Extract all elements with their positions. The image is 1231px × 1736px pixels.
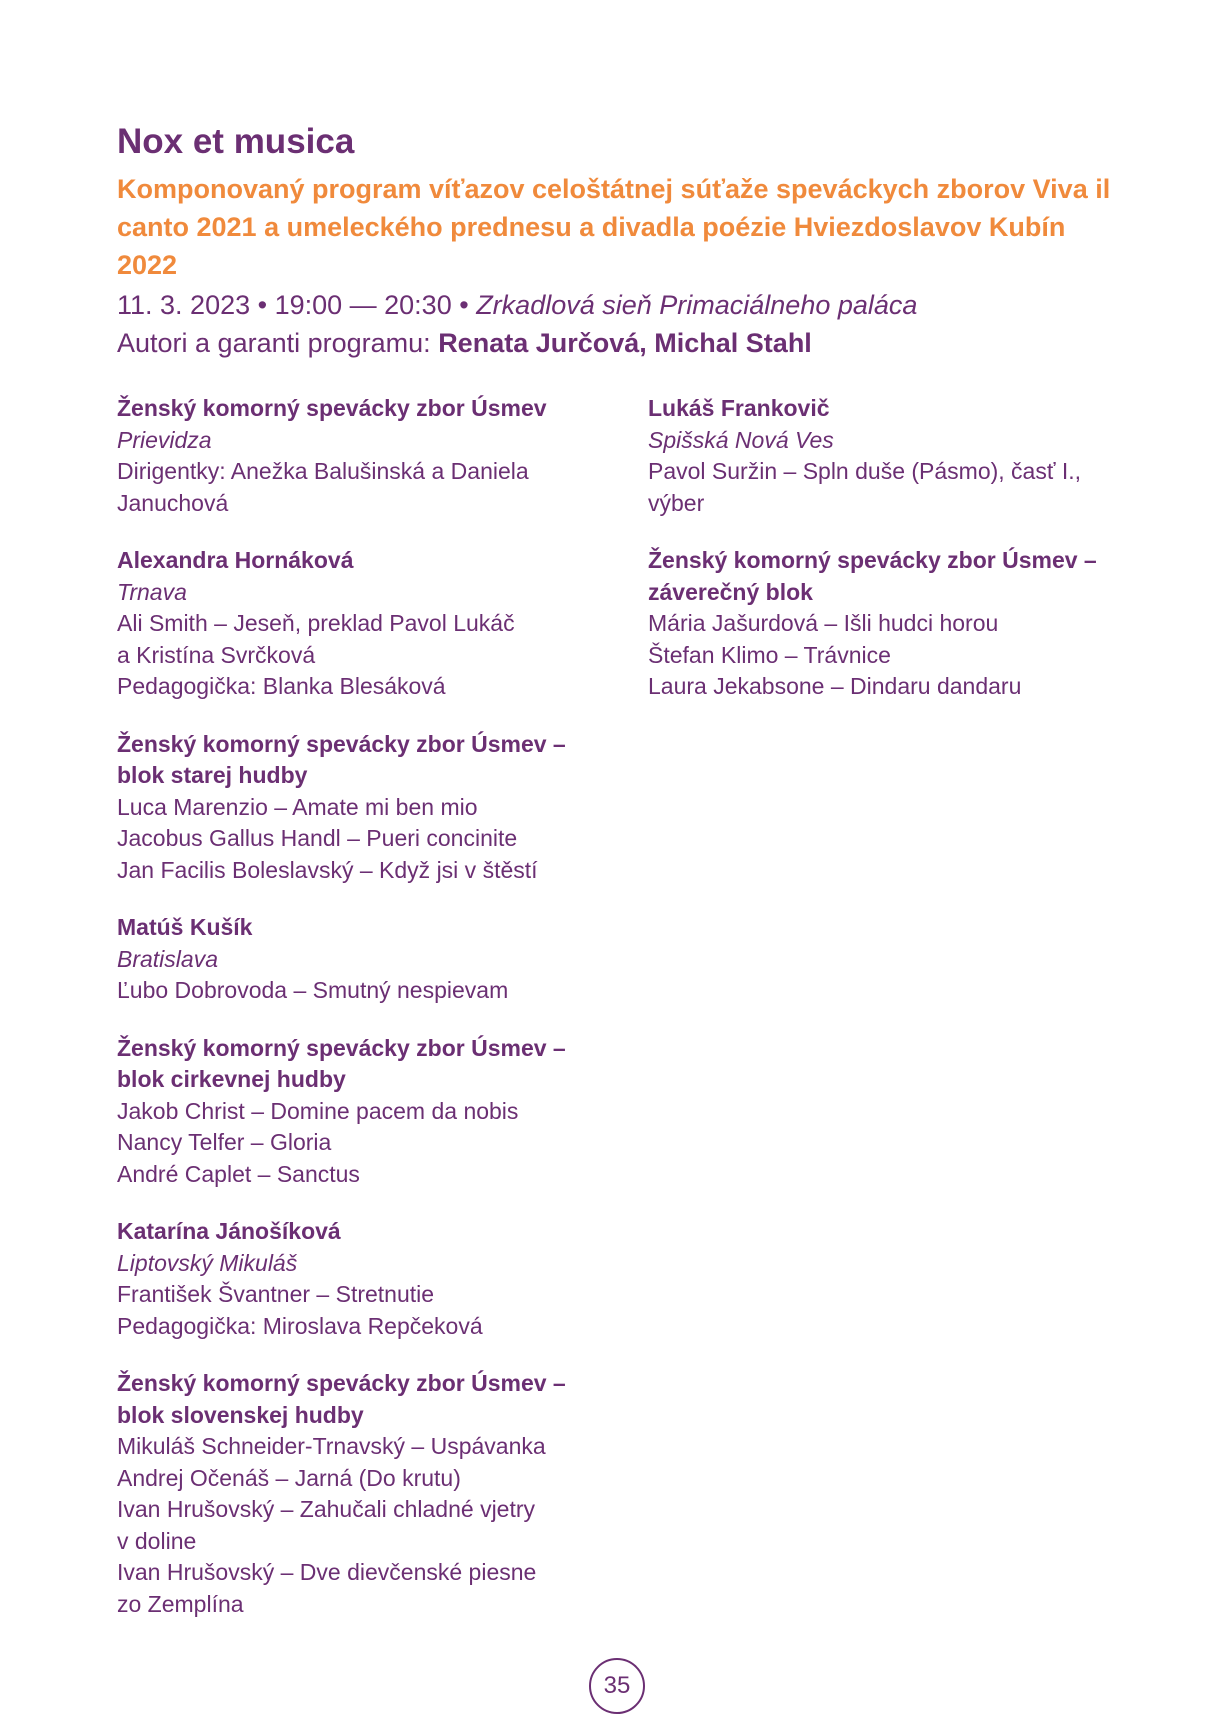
block-line: Luca Marenzio – Amate mi ben mio [117,793,478,820]
block-line: Andrej Očenáš – Jarná (Do krutu) [117,1464,461,1491]
program-block [117,912,617,1007]
program-block [117,1033,617,1191]
block-line: Januchová [117,489,229,516]
block-heading: Katarína Jánošíková [117,1218,341,1244]
block-line: výber [648,489,705,516]
page-number: 35 [589,1658,645,1714]
block-place: Bratislava [117,945,218,972]
block-heading: Matúš Kušík [117,914,253,940]
block-line: Mikuláš Schneider-Trnavský – Uspávanka [117,1433,546,1459]
block-place: Spišská Nová Ves [648,426,834,453]
block-line: Ivan Hrušovský – Zahučali chladné vjetry [117,1496,536,1522]
program-block [117,729,617,887]
page-subtitle: Komponovaný program víťazov celoštátnej súťaže speváckych zborov Viva il canto 2021 a umeleckého prednesu a divadla poézie Hviezdoslavov Kubín 2022 [117,174,1111,280]
block-heading-continued: blok starej hudby [117,762,308,788]
block-heading: Ženský komorný spevácky zbor Úsmev – [117,1034,566,1061]
block-line: Štefan Klimo – Trávnice [648,641,891,668]
block-heading-continued: blok slovenskej hudby [117,1401,364,1428]
block-heading: Ženský komorný spevácky zbor Úsmev – [117,730,566,757]
block-line: Nancy Telfer – Gloria [117,1129,332,1155]
block-line: Pavol Suržin – Spln duše (Pásmo), časť I., [648,458,1082,484]
program-block [117,545,617,703]
block-heading: Alexandra Hornáková [117,547,354,573]
authors-label: Autori a garanti programu: [117,328,431,358]
block-heading: Ženský komorný spevácky zbor Úsmev [117,395,547,421]
block-line: Laura Jekabsone – Dindaru dandaru [648,673,1022,699]
program-block [117,393,617,519]
block-line: zo Zemplína [117,1590,244,1617]
program-column-right [648,393,1138,729]
block-line: Mária Jašurdová – Išli hudci horou [648,610,999,636]
block-line: Jacobus Gallus Handl – Pueri concinite [117,825,518,851]
event-venue: Zrkadlová sieň Primaciálneho paláca [476,290,918,320]
event-authors [117,324,812,362]
block-line: Ali Smith – Jeseň, preklad Pavol Lukáč [117,610,515,636]
block-line: Jan Facilis Boleslavský – Když jsi v štěstí [117,856,538,883]
block-line: Pedagogička: Blanka Blesáková [117,673,446,699]
program-block [648,545,1138,703]
block-heading-continued: záverečný blok [648,578,813,605]
program-block [117,1368,617,1620]
block-place: Trnava [117,578,187,605]
program-block [117,1216,617,1342]
block-heading: Lukáš Frankovič [648,395,830,421]
block-line: a Kristína Svrčková [117,641,316,668]
block-heading: Ženský komorný spevácky zbor Úsmev – [117,1370,566,1396]
program-block [648,393,1138,519]
block-line: Ľubo Dobrovoda – Smutný nespievam [117,977,509,1003]
page-title: Nox et musica [117,122,355,161]
program-column-left [117,393,617,1646]
authors-names: Renata Jurčová, Michal Stahl [438,328,812,358]
block-place: Liptovský Mikuláš [117,1249,298,1276]
block-heading-continued: blok cirkevnej hudby [117,1066,346,1092]
event-dateline [117,286,917,324]
block-line: Jakob Christ – Domine pacem da nobis [117,1097,519,1124]
block-line: André Caplet – Sanctus [117,1160,360,1187]
block-line: v doline [117,1527,197,1554]
block-place: Prievidza [117,426,212,453]
block-line: František Švantner – Stretnutie [117,1281,435,1307]
event-date-time: 11. 3. 2023 • 19:00 — 20:30 • [117,290,469,320]
block-line: Pedagogička: Miroslava Repčeková [117,1312,483,1339]
block-line: Dirigentky: Anežka Balušinská a Daniela [117,458,529,484]
block-line: Ivan Hrušovský – Dve dievčenské piesne [117,1559,537,1585]
block-heading: Ženský komorný spevácky zbor Úsmev – [648,547,1097,573]
